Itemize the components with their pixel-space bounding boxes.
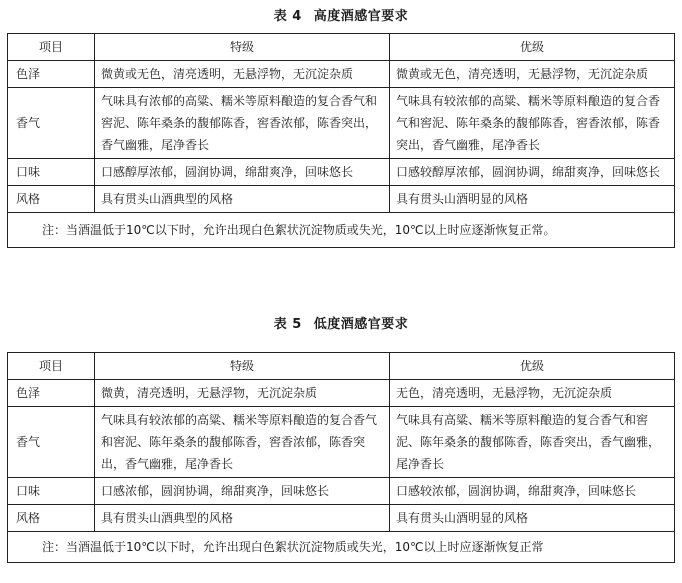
table-row [8, 88, 675, 159]
table5-note: 注：当酒温低于10℃以下时，允许出现白色絮状沉淀物质或失光，10℃以上时应逐渐恢复正常 [8, 532, 675, 563]
table-row [8, 186, 675, 213]
table5-caption-title: 低度酒感官要求 [313, 317, 409, 332]
table4-sensory-requirements-high-proof [7, 33, 675, 248]
cell-special-aroma: 气味具有较浓郁的高粱、糯米等原料酿造的复合香气和窖泥、陈年桑条的馥郁陈香，窖香浓郁，陈香突出，香气幽雅，尾净香长 [95, 407, 390, 478]
table5-header-row [8, 353, 675, 380]
table5-note-row [8, 532, 675, 563]
cell-special-taste: 口感浓郁，圆润协调，绵甜爽净，回味悠长 [95, 478, 390, 505]
cell-special-style: 具有贯头山酒典型的风格 [95, 505, 390, 532]
cell-special-taste: 口感醇厚浓郁，圆润协调，绵甜爽净，回味悠长 [95, 159, 390, 186]
table-row [8, 380, 675, 407]
table4-caption-title: 高度酒感官要求 [313, 9, 409, 24]
cell-special-color: 微黄，清亮透明，无悬浮物，无沉淀杂质 [95, 380, 390, 407]
cell-superior-style: 具有贯头山酒明显的风格 [390, 186, 675, 213]
table4-header-row [8, 34, 675, 61]
header-special-grade: 特级 [95, 353, 390, 380]
cell-superior-aroma: 气味具有较浓郁的高粱、糯米等原料酿造的复合香气和窖泥、陈年桑条的馥郁陈香，窖香浓郁，陈香突出，香气幽雅，尾净香长 [390, 88, 675, 159]
cell-superior-color: 无色，清亮透明，无悬浮物，无沉淀杂质 [390, 380, 675, 407]
cell-superior-aroma: 气味具有高粱、糯米等原料酿造的复合香气和窖泥、陈年桑条的馥郁陈香，陈香突出，香气幽雅，尾净香长 [390, 407, 675, 478]
row-label-taste: 口味 [8, 159, 95, 186]
row-label-color: 色泽 [8, 61, 95, 88]
table-row [8, 159, 675, 186]
table4-caption [0, 5, 682, 24]
table4-caption-number: 表 4 [273, 9, 302, 24]
row-label-style: 风格 [8, 186, 95, 213]
row-label-color: 色泽 [8, 380, 95, 407]
row-label-aroma: 香气 [8, 407, 95, 478]
header-superior-grade: 优级 [390, 353, 675, 380]
cell-special-aroma: 气味具有浓郁的高粱、糯米等原料酿造的复合香气和窖泥、陈年桑条的馥郁陈香，窖香浓郁，陈香突出，香气幽雅，尾净香长 [95, 88, 390, 159]
cell-superior-taste: 口感较醇厚浓郁，圆润协调，绵甜爽净，回味悠长 [390, 159, 675, 186]
table-row [8, 478, 675, 505]
cell-superior-style: 具有贯头山酒明显的风格 [390, 505, 675, 532]
table-row [8, 407, 675, 478]
cell-special-color: 微黄或无色，清亮透明，无悬浮物，无沉淀杂质 [95, 61, 390, 88]
header-item: 项目 [8, 34, 95, 61]
cell-special-style: 具有贯头山酒典型的风格 [95, 186, 390, 213]
header-superior-grade: 优级 [390, 34, 675, 61]
table5-caption-number: 表 5 [273, 317, 302, 332]
table-row [8, 505, 675, 532]
header-special-grade: 特级 [95, 34, 390, 61]
table4-note: 注：当酒温低于10℃以下时，允许出现白色絮状沉淀物质或失光，10℃以上时应逐渐恢复正常。 [8, 213, 675, 248]
table-row [8, 61, 675, 88]
table5-sensory-requirements-low-proof [7, 352, 675, 563]
row-label-style: 风格 [8, 505, 95, 532]
row-label-taste: 口味 [8, 478, 95, 505]
table5-caption [0, 313, 682, 332]
header-item: 项目 [8, 353, 95, 380]
row-label-aroma: 香气 [8, 88, 95, 159]
table4-note-row [8, 213, 675, 248]
cell-superior-taste: 口感较浓郁，圆润协调，绵甜爽净，回味悠长 [390, 478, 675, 505]
cell-superior-color: 微黄或无色，清亮透明，无悬浮物，无沉淀杂质 [390, 61, 675, 88]
